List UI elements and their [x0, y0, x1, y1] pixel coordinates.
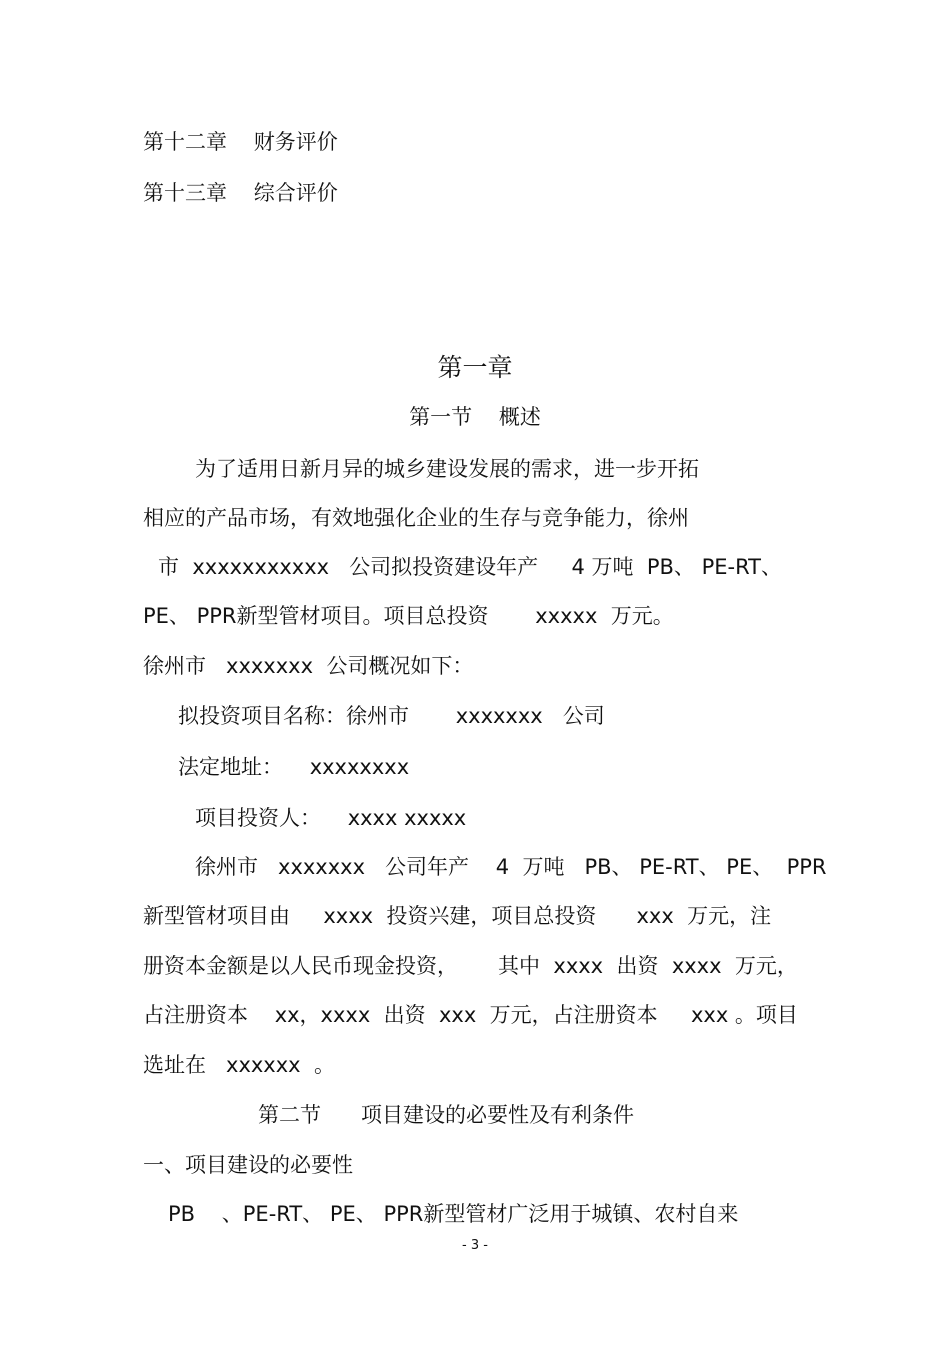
overview-intro: 徐州市 xxxxxxx 公司概况如下： — [143, 654, 474, 678]
paragraph-line: PB 、PE-RT、 PE、 PPR新型管材广泛用于城镇、农村自来 — [168, 1202, 739, 1226]
paragraph-line: 市 xxxxxxxxxxx 公司拟投资建设年产 4 万吨 PB、 PE-RT、 — [158, 555, 782, 579]
paragraph-line: 占注册资本 xx，xxxx 出资 xxx 万元，占注册资本 xxx 。项目 — [143, 1003, 798, 1027]
toc-item-ch13: 第十三章 综合评价 — [143, 181, 338, 205]
toc-item-ch12: 第十二章 财务评价 — [143, 130, 338, 154]
paragraph-line: 徐州市 xxxxxxx 公司年产 4 万吨 PB、 PE-RT、 PE、 PPR — [195, 855, 827, 879]
legal-address-line: 法定地址： xxxxxxxx — [178, 755, 410, 779]
section-title-necessity: 第二节 项目建设的必要性及有利条件 — [258, 1103, 635, 1127]
section-title-overview: 第一节 概述 — [409, 405, 541, 429]
investor-line: 项目投资人： xxxx xxxxx — [195, 806, 467, 830]
project-name-line: 拟投资项目名称：徐州市 xxxxxxx 公司 — [178, 704, 605, 728]
page-number: - 3 - — [462, 1238, 488, 1253]
paragraph-line: 册资本金额是以人民币现金投资， 其中 xxxx 出资 xxxx 万元， — [143, 954, 798, 978]
subsection-title: 一、项目建设的必要性 — [143, 1153, 353, 1177]
paragraph-line: 为了适用日新月异的城乡建设发展的需求，进一步开拓 — [195, 457, 699, 481]
chapter-title: 第一章 — [437, 353, 513, 382]
paragraph-line: PE、 PPR新型管材项目。项目总投资 xxxxx 万元。 — [143, 604, 674, 628]
paragraph-line: 相应的产品市场，有效地强化企业的生存与竞争能力，徐州 — [143, 506, 689, 530]
paragraph-line: 选址在 xxxxxx 。 — [143, 1053, 335, 1077]
paragraph-line: 新型管材项目由 xxxx 投资兴建，项目总投资 xxx 万元，注 — [143, 904, 772, 928]
